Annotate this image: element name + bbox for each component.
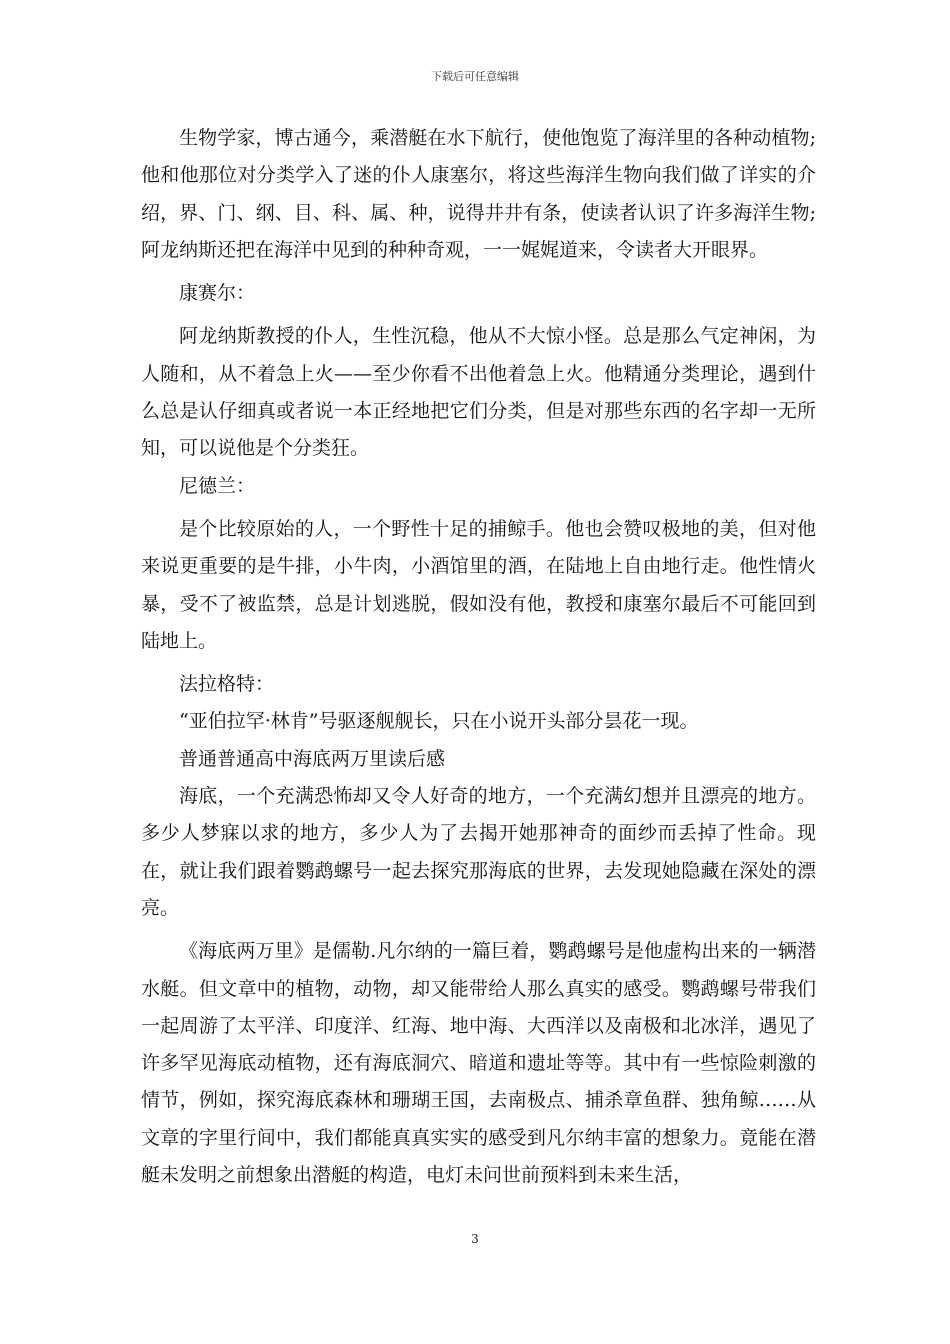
heading-ned-land: 尼德兰： — [179, 474, 256, 497]
paragraph-farragut: “亚伯拉罕·林肯”号驱逐舰舰长，只在小说开头部分昙花一现。 — [179, 710, 699, 733]
document-body — [141, 120, 816, 1194]
essay-title: 普通普通高中海底两万里读后感 — [179, 747, 446, 770]
paragraph-ned-land: 是个比较原始的人，一个野性十足的捕鲸手。他也会赞叹极地的美，但对他来说更重要的是牛排，小牛肉，小酒馆里的酒，在陆地上自由地行走。他性情火暴，受不了被监禁，总是计划逃脱，假如没有他，教授和康塞尔最后不可能回到陆地上。 — [141, 517, 816, 652]
page-number: 3 — [471, 1232, 479, 1246]
heading-conseil: 康赛尔： — [179, 282, 256, 305]
essay-paragraph-1: 海底，一个充满恐怖却又令人好奇的地方，一个充满幻想并且漂亮的地方。多少人梦寐以求的地方，多少人为了去揭开她那神奇的面纱而丢掉了性命。现在，就让我们跟着鹦鹉螺号一起去探究那海底的世界，去发现她隐藏在深处的漂亮。 — [141, 785, 816, 919]
page-header: 下载后可任意编辑 — [431, 70, 519, 83]
paragraph-aronnax: 生物学家，博古通今，乘潜艇在水下航行，使他饱览了海洋里的各种动植物;他和他那位对分类学入了迷的仆人康塞尔，将这些海洋生物向我们做了详实的介绍，界、门、纲、目、科、属、种，说得井井有条，使读者认识了许多海洋生物;阿龙纳斯还把在海洋中见到的种种奇观，一一娓娓道来，令读者大开眼界。 — [141, 127, 816, 261]
essay-paragraph-2: 《海底两万里》是儒勒.凡尔纳的一篇巨着，鹦鹉螺号是他虚构出来的一辆潜水艇。但文章中的植物，动物，却又能带给人那么真实的感受。鹦鹉螺号带我们一起周游了太平洋、印度洋、红海、地中海、大西洋以及南极和北冰洋，遇见了许多罕见海底动植物，还有海底洞穴、暗道和遗址等等。其中有一些惊险刺激的情节，例如，探究海底森林和珊瑚王国，去南极点、捕杀章鱼群、独角鲸……从文章的字里行间中，我们都能真真实实的感受到凡尔纳丰富的想象力。竟能在潜艇未发明之前想象出潜艇的构造，电灯未问世前预料到未来生活， — [141, 940, 816, 1187]
paragraph-conseil: 阿龙纳斯教授的仆人，生性沉稳，他从不大惊小怪。总是那么气定神闲，为人随和，从不着急上火——至少你看不出他着急上火。他精通分类理论，遇到什么总是认仔细真或者说一本正经地把它们分类，但是对那些东西的名字却一无所知，可以说他是个分类狂。 — [141, 325, 816, 460]
heading-farragut: 法拉格特： — [179, 673, 275, 696]
